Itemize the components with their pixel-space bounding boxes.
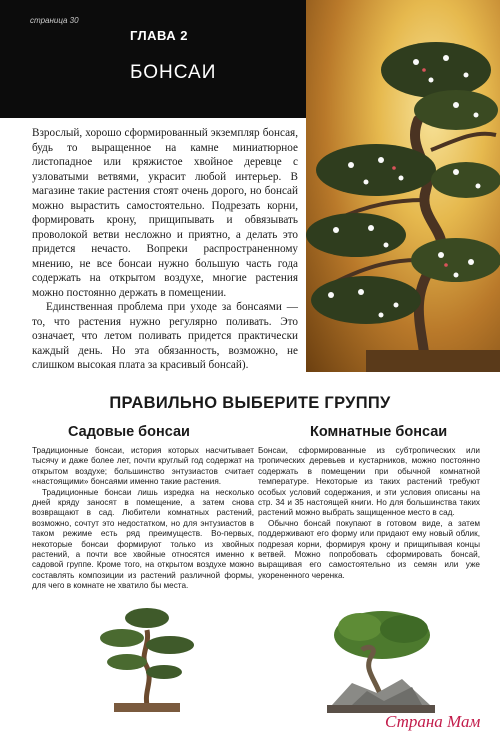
- watermark-logo: Страна Мам: [385, 712, 481, 731]
- right-paragraph-2: Обычно бонсай покупают в готовом виде, а затем поддерживают его форму или придают ему новый облик, подрезая корни, формируя крону и прищипывая концы ветвей. Можно попробовать сформировать бонсай, выращивая его самостоятельно из семян или уже укорененного черенка.: [258, 518, 480, 580]
- right-column-text: [258, 446, 480, 581]
- chapter-header: [0, 0, 323, 118]
- page-number: страница 30: [30, 16, 79, 25]
- left-paragraph-1: Традиционные бонсаи, история которых насчитывает тысячу и даже более лет, почти круглый год содержат на открытом воздухе; большинство энтузиастов считает «настоящими» бонсаями именно такие растения.: [32, 446, 254, 487]
- left-column-title: Садовые бонсаи: [68, 424, 190, 440]
- indoor-bonsai-image: [322, 605, 440, 715]
- intro-paragraph-2: Единственная проблема при уходе за бонсаями — то, что растения нужно регулярно поливать. Это означает, что летом поливать придется практически каждый день. Но эта обязанность, возможно, не слишком высокая плата за красивый бонсай).: [32, 301, 298, 371]
- indoor-bonsai-photo: [322, 605, 440, 715]
- right-column-title: Комнатные бонсаи: [310, 424, 448, 440]
- chapter-label: ГЛАВА 2: [130, 28, 189, 43]
- left-column-text: [32, 446, 254, 592]
- bonsai-photo-main: [306, 0, 500, 372]
- conifer-bonsai-photo: [92, 600, 202, 715]
- right-paragraph-1: Бонсаи, сформированные из субтропических или тропических деревьев и кустарников, можно постоянно содержать в помещении при обычной комнатной температуре. Некоторые из таких растений требуют особых условий содержания, и эти условия описаны на стр. 34 и 35 настоящей книги. Но для большинства таких растений можно выбрать защищенное место в сад.: [258, 446, 480, 518]
- left-paragraph-2: Традиционные бонсаи лишь изредка на несколько дней кряду заносят в помещение, а затем снова возвращают в сад. Любители комнатных растений, возможно, сочтут это недостатком, но для энтузиастов в таком режиме есть ряд преимуществ. Во-первых, некоторые бонсаи формируют только из хвойных растений, а почти все хвойные относятся именно к садовой группе. Кроме того, на открытом воздухе можно составлять композиции из растений различной формы, для чего в комнате не хватило бы места.: [32, 487, 254, 591]
- intro-paragraph-1: Взрослый, хорошо сформированный экземпляр бонсая, будь то выращенное на камне миниатюрное листопадное или кряжистое хвойное деревце с узловатыми ветвями, украсит любой интерьер. В магазине такие растения стоят очень дорого, но бонсай можно вырастить самостоятельно. Подрезать корни, формировать крону, прищипывать и обвязывать проволокой ветви несложно и приятно, а делать это придется нечасто. Вопреки распространенному мнению, не все бонсаи нужно большую часть года содержать на открытом воздухе, многие растения можно постоянно держать в помещении.: [32, 127, 298, 299]
- conifer-bonsai-image: [92, 600, 202, 715]
- section-title: ПРАВИЛЬНО ВЫБЕРИТЕ ГРУППУ: [109, 394, 391, 412]
- intro-text: [32, 126, 298, 373]
- page-title: БОНСАИ: [130, 62, 217, 83]
- flowering-bonsai-image: [306, 0, 500, 372]
